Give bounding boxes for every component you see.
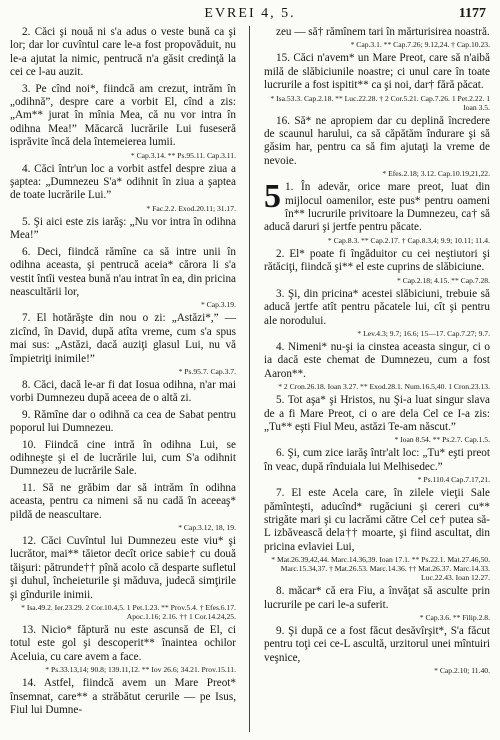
verse — [10, 409, 236, 436]
cross-reference: * Mat.26.39,42,44. Marc.14.36,39. Ioan 17.1. ** Ps.22.1. Mat.27.46,50. Marc.15.34,37. † Mat.26.53. Marc.14.36. †† Mat.26.37. Marc.14.33. Luc.22.43. Ioan 12.27. — [271, 555, 490, 583]
cross-reference: * Ps.95.7. Cap.3.7. — [178, 366, 236, 376]
cross-reference: * Cap.2.18; 4.15. ** Cap.7.28. — [396, 275, 490, 285]
verse — [10, 312, 236, 376]
verse — [264, 178, 490, 245]
verse-text: 2. El* poate fi îngăduitor cu cei neştiutori şi rătăciţi, fiindcă şi** el este cuprins de slăbiciune. — [264, 247, 490, 274]
verse-text: 9. Şi după ce a fost făcut desăvîrşit*, S'a făcut pentru toţi cei ce-L ascultă, urzitorul unei mîntuiri veşnice, — [264, 625, 490, 664]
verse — [264, 248, 490, 285]
verse-text: 7. El este Acela care, în zilele vieţii Sale pămînteşti, aducînd* rugăciuni şi cereri cu** strigăte mari şi cu lacrămi către Cel ce† putea să-L izbăvească dela†† moarte, şi fiind ascultat, din pricina evlaviei Lui, — [264, 487, 490, 553]
verse — [10, 379, 236, 406]
left-column — [10, 26, 236, 720]
verse-text: 10. Fiindcă cine intră în odihna Lui, se odihneşte şi el de lucrările lui, cum S'a odihnit Dumnezeu de lucrările Sale. — [10, 438, 236, 478]
verse — [10, 677, 236, 717]
verse — [264, 341, 490, 391]
verse-text: 14. Astfel, fiindcă avem un Mare Preot* însemnat, care** a străbătut cerurile — pe Isus, Fiul lui Dumne- — [10, 677, 236, 717]
cross-reference: * Cap.3.12, 18, 19. — [178, 523, 236, 532]
verse — [10, 216, 236, 243]
verse — [264, 394, 490, 444]
column-divider — [249, 26, 250, 732]
verse-text: 16. Să* ne apropiem dar cu deplină încredere de scaunul harului, ca să căpătăm îndurare şi să găsim har, pentru ca să fim ajutaţi la vreme de nevoie. — [264, 114, 490, 167]
verse-text: 4. Căci într'un loc a vorbit astfel despre ziua a şaptea: „Dumnezeu S'a* odihnit în ziua a şaptea de toate lucrările Lui.” — [10, 162, 236, 202]
cross-reference: * Cap.2.10; 11.40. — [434, 666, 490, 676]
verse-text: 2. Căci şi nouă ni s'a adus o veste bună ca şi lor; dar lor cuvîntul care le-a fost propovăduit, nu le-a ajutat la nimic, pentrucă n'a găsit credinţă la cei ce l-au auzit. — [10, 26, 236, 79]
verse — [10, 83, 236, 160]
verse-text: 3. Pe cînd noi*, fiindcă am crezut, intrăm în „odihnă”, despre care a vorbit El, cînd a zis: „Am** jurat în mînia Mea, că nu vor intra în odihna Mea!” Măcarcă lucrările Lui fuseseră isprăvite încă dela întemeierea lumii. — [10, 82, 236, 149]
verse-text: 4. Nimeni* nu-şi ia cinstea aceasta singur, ci o ia dacă este chemat de Dumnezeu, cum a fost Aaron**. — [264, 340, 490, 380]
verse-text: zeu — să† rămînem tari în mărturisirea noastră. — [276, 26, 490, 38]
cross-reference: * Ps.33.13,14; 90.8; 139.11,12. ** Iov 26.6; 34.21. Prov.15.11. — [45, 665, 236, 675]
page-number: 1177 — [458, 6, 486, 21]
verse — [10, 482, 236, 532]
verse-text: 6. Deci, fiindcă rămîne ca să intre unii în odihna aceasta, şi pentrucă aceia* cărora li s'a vestit întîi vestea bună n'au intrat în ea, din pricina neascultării lor, — [10, 245, 236, 298]
verse — [10, 163, 236, 213]
verse-text: 8. Căci, dacă le-ar fi dat Iosua odihna, n'ar mai vorbi Dumnezeu după aceea de o altă zi. — [10, 378, 236, 405]
cross-reference: * Efes.2.18; 3.12. Cap.10.19,21,22. — [382, 169, 490, 179]
cross-reference: * Isa.53.3. Cap.2.18. ** Luc.22.28. † 2 Cor.5.21. Cap.7.26. 1 Pet.2.22. 1 Ioan 3.5. — [270, 93, 490, 112]
cross-reference: * Cap.8.3. ** Cap.2.17. † Cap.8.3,4; 9.9; 10.11; 11.4. — [327, 235, 490, 245]
verse — [264, 26, 490, 49]
verse-text: 5. Şi aici este zis iarăş: „Nu vor intra în odihna Mea!” — [10, 215, 236, 242]
verse — [10, 246, 236, 310]
verse-text: 6. Şi, cum zice iarăş într'alt loc: „Tu* eşti preot în veac, după rînduiala lui Melhisedec.” — [264, 447, 490, 473]
verse-text: 3. Şi, din pricina* acestei slăbiciuni, trebuie să aducă jertfe atît pentru păcatele lui, cît şi pentru ale norodului. — [264, 287, 490, 327]
cross-reference: * Ioan 8.54. ** Ps.2.7. Cap.1.5. — [394, 435, 490, 445]
verse — [10, 535, 236, 621]
cross-reference: * Cap.3.6. ** Filip.2.8. — [419, 613, 490, 622]
cross-reference: * 2 Cron.26.18. Ioan 3.27. ** Exod.28.1. Num.16.5,40. 1 Cron.23.13. — [278, 382, 490, 392]
verse — [264, 288, 490, 338]
cross-reference: * Isa.49.2. Ier.23.29. 2 Cor.10.4,5. 1 Pet.1.23. ** Prov.5.4. † Efes.6.17. Apoc.1.16; 2.16. †† 1 Cor.14.24,25. — [21, 603, 236, 622]
verse — [264, 487, 490, 582]
verse — [264, 52, 490, 111]
verse-text: 12. Căci Cuvîntul lui Dumnezeu este viu* şi lucrător, mai** tăietor decît orice sabie† cu două tăişuri: pătrunde†† pînă acolo că desparte sufletul şi duhul, încheieturile şi măduva, judecă simţirile şi gîndurile inimii. — [10, 535, 236, 601]
running-title: EVREI 4, 5. — [204, 6, 296, 21]
verse-text: 5. Tot aşa* şi Hristos, nu Şi-a luat singur slava de a fi Mare Preot, ci o are dela Cel ce I-a zis: „Tu** eşti Fiul Meu, astăzi Te-am născut.” — [264, 394, 490, 433]
verse — [264, 447, 490, 484]
verse — [264, 115, 490, 179]
verse — [10, 624, 236, 674]
verse-text: 11. Să ne grăbim dar să intrăm în odihna aceasta, pentru ca nimeni să nu cadă în aceeaş* pildă de neascultare. — [10, 481, 236, 521]
cross-reference: * Cap.3.14. ** Ps.95.11. Cap.3.11. — [130, 150, 236, 160]
page-header — [0, 6, 500, 24]
chapter-number: 5 — [264, 178, 281, 216]
verse-text: 13. Nicio* făptură nu este ascunsă de El, ci totul este gol şi descoperit** înaintea ochilor Aceluia, cu care avem a face. — [10, 624, 236, 663]
verse — [264, 585, 490, 622]
verse-text: 7. El hotărăşte din nou o zi: „Astăzi*,” — zicînd, în David, după atîta vreme, cum s'a spus mai sus: „Astăzi, dacă auziţi glasul Lui, nu vă împietriţi inimile!” — [10, 312, 236, 365]
verse-text: 8. măcar* că era Fiu, a învăţat să asculte prin lucrurile pe cari le-a suferit. — [264, 585, 490, 611]
verse-text: 1. În adevăr, orice mare preot, luat din mijlocul oamenilor, este pus* pentru oameni în** lucrurile privitoare la Dumnezeu, ca† să aducă daruri şi jertfe pentru păcate. — [264, 181, 490, 234]
cross-reference: * Fac.2.2. Exod.20.11; 31.17. — [146, 203, 236, 213]
verse-text: 15. Căci n'avem* un Mare Preot, care să n'aibă milă de slăbiciunile noastre; ci unul care în toate lucrurile a fost ispitit** ca şi noi, dar† fără păcat. — [264, 52, 490, 92]
right-column — [264, 26, 490, 678]
verse — [10, 26, 236, 80]
cross-reference: * Ps.110.4 Cap.7.17,21. — [417, 475, 490, 485]
cross-reference: * Cap.3.19. — [200, 300, 236, 310]
verse-text: 9. Rămîne dar o odihnă ca cea de Sabat pentru poporul lui Dumnezeu. — [10, 408, 236, 435]
verse — [264, 625, 490, 675]
cross-reference: * Lev.4.3; 9.7; 16.6; 15—17. Cap.7.27; 9.7. — [357, 328, 490, 338]
cross-reference: * Cap.3.1. ** Cap.7.26; 9.12,24. † Cap.10.23. — [350, 40, 490, 50]
verse — [10, 439, 236, 479]
